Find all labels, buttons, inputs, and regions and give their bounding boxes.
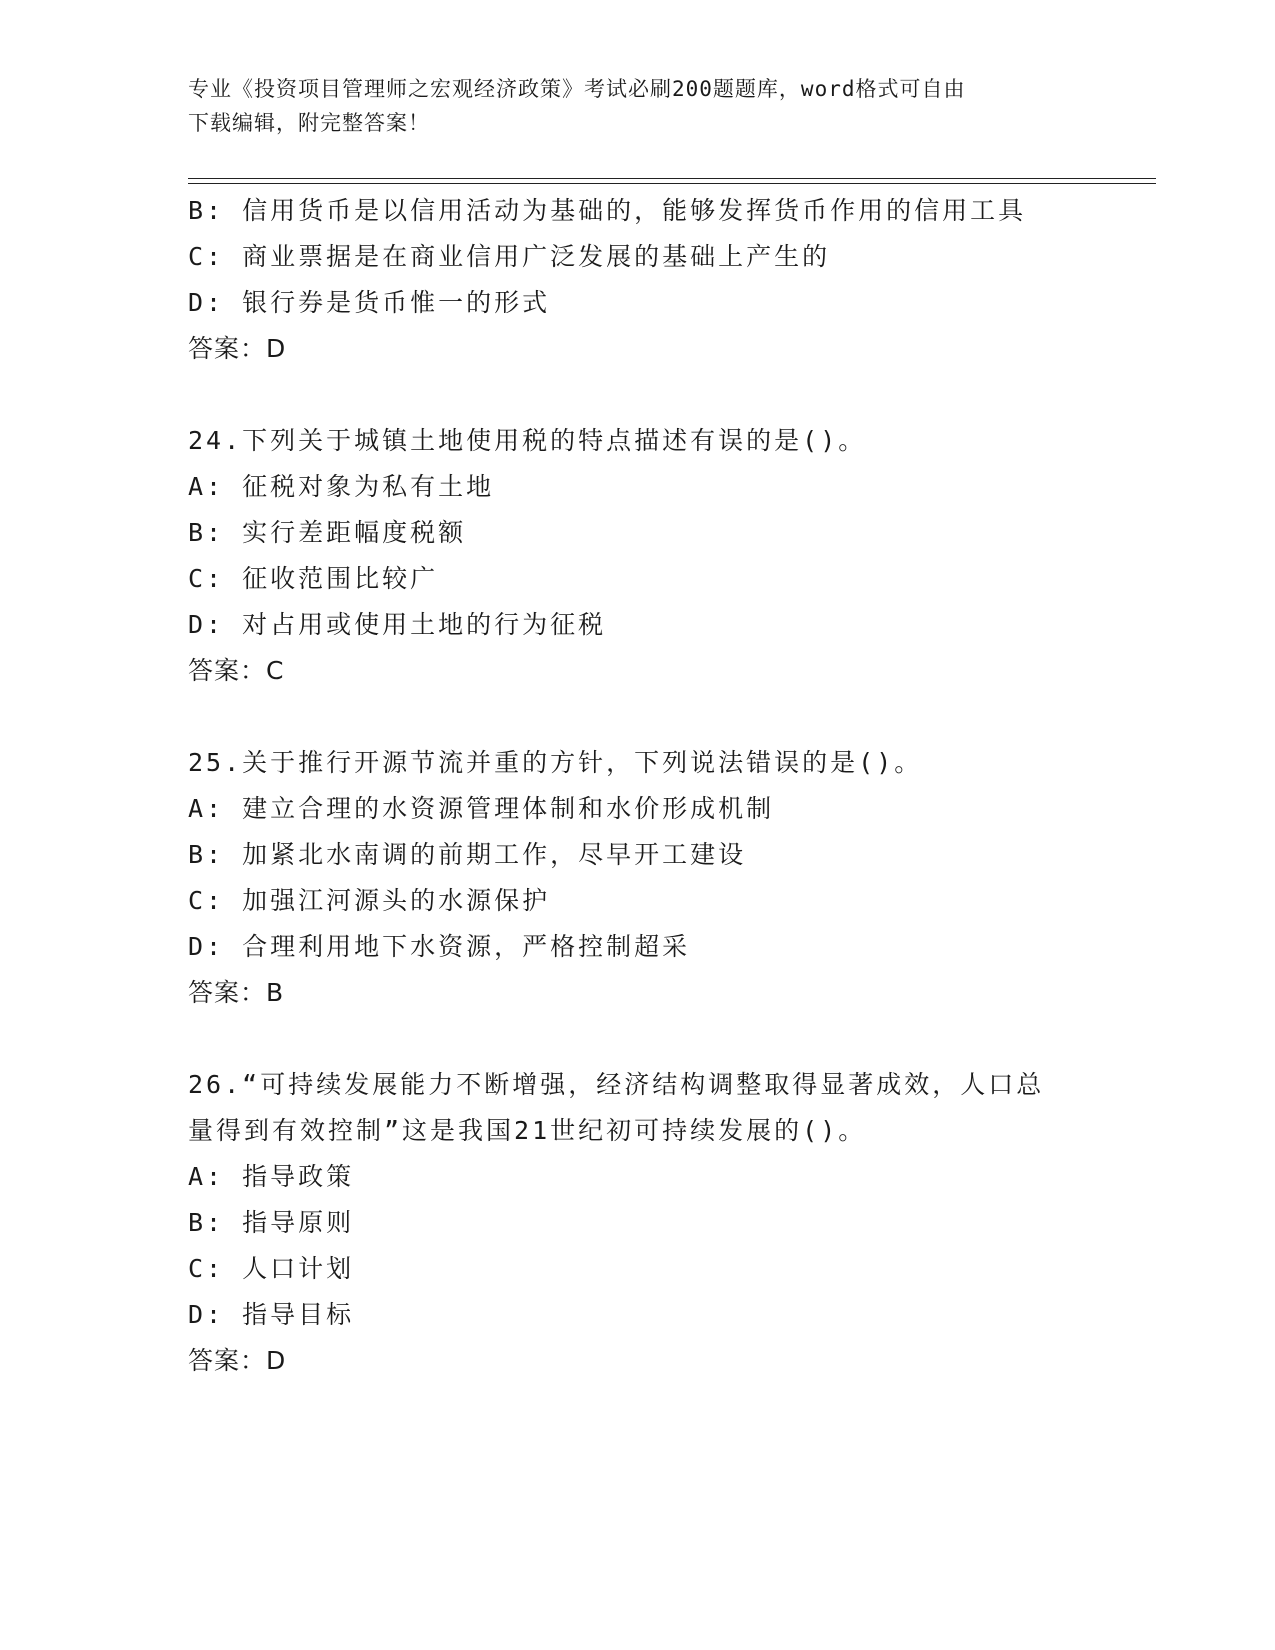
option-b: B: 加紧北水南调的前期工作，尽早开工建设 [188,840,747,869]
answer: 答案：D [188,334,287,363]
header-divider-top [188,178,1156,179]
option-b: B: 指导原则 [188,1208,355,1237]
answer: 答案：C [188,656,285,685]
header-line-1: 专业《投资项目管理师之宏观经济政策》考试必刷200题题库，word格式可自由 [188,77,966,101]
document-body [188,188,1088,1384]
header-divider-bottom [188,183,1156,184]
option-d: D: 合理利用地下水资源，严格控制超采 [188,932,691,961]
question-stem-line-2: 量得到有效控制”这是我国21世纪初可持续发展的()。 [188,1116,867,1145]
question-stem: 25.关于推行开源节流并重的方针，下列说法错误的是()。 [188,748,923,777]
option-c: C: 商业票据是在商业信用广泛发展的基础上产生的 [188,242,831,271]
document-header [188,72,1088,140]
question-23-continued [188,188,1088,372]
option-c: C: 征收范围比较广 [188,564,439,593]
option-b: B: 信用货币是以信用活动为基础的，能够发挥货币作用的信用工具 [188,196,1027,225]
header-line-2: 下载编辑，附完整答案！ [188,111,430,135]
option-d: D: 银行券是货币惟一的形式 [188,288,551,317]
option-c: C: 加强江河源头的水源保护 [188,886,551,915]
question-26 [188,1062,1088,1384]
option-c: C: 人口计划 [188,1254,355,1283]
option-a: A: 征税对象为私有土地 [188,472,495,501]
option-d: D: 指导目标 [188,1300,355,1329]
option-a: A: 建立合理的水资源管理体制和水价形成机制 [188,794,775,823]
question-stem: 24.下列关于城镇土地使用税的特点描述有误的是()。 [188,426,867,455]
question-25 [188,740,1088,1016]
answer: 答案：D [188,1346,287,1375]
answer: 答案：B [188,978,285,1007]
question-24 [188,418,1088,694]
option-d: D: 对占用或使用土地的行为征税 [188,610,607,639]
option-a: A: 指导政策 [188,1162,355,1191]
question-stem-line-1: 26.“可持续发展能力不断增强，经济结构调整取得显著成效，人口总 [188,1070,1045,1099]
option-b: B: 实行差距幅度税额 [188,518,467,547]
